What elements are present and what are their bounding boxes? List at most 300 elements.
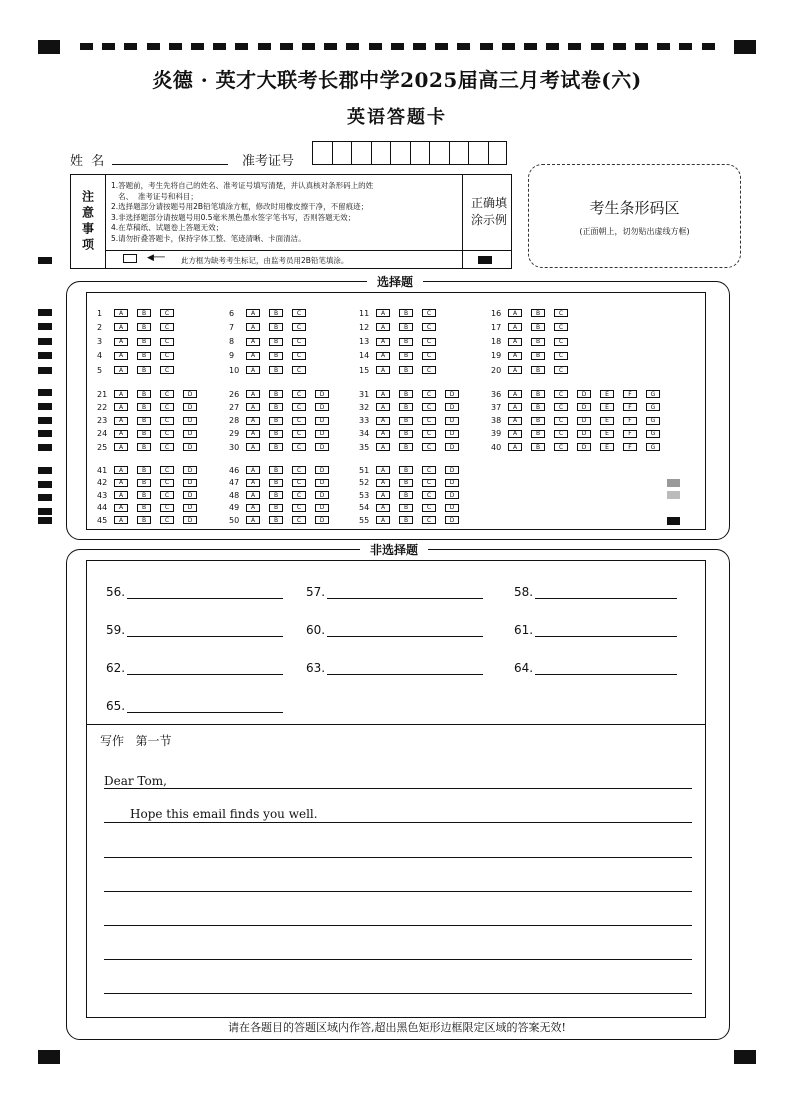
id-digit-box[interactable] (429, 141, 449, 165)
option-bubble-a[interactable]: A (246, 323, 260, 331)
option-bubble-d[interactable]: D (445, 390, 459, 398)
option-bubble-c[interactable]: C (554, 309, 568, 317)
option-bubble-a[interactable]: A (376, 366, 390, 374)
question-number: 41 (97, 465, 108, 475)
option-bubble-d[interactable]: D (315, 390, 329, 398)
question-number: 48 (229, 490, 240, 500)
letter-greeting: Dear Tom, (104, 774, 167, 788)
question-number: 23 (97, 416, 108, 426)
option-bubble-c[interactable]: C (422, 479, 436, 487)
option-bubble-c[interactable]: C (554, 352, 568, 360)
option-bubble-c[interactable]: C (554, 430, 568, 438)
timing-mark (502, 43, 515, 50)
option-bubble-a[interactable]: A (114, 417, 128, 425)
option-bubble-d[interactable]: D (183, 491, 197, 499)
option-bubble-c[interactable]: C (160, 403, 174, 411)
option-bubble-a[interactable]: A (376, 479, 390, 487)
fill-blank-item[interactable] (514, 585, 677, 599)
option-bubble-b[interactable]: B (269, 491, 283, 499)
option-bubble-b[interactable]: B (399, 430, 413, 438)
option-bubble-f[interactable]: F (623, 430, 637, 438)
option-bubble-b[interactable]: B (531, 417, 545, 425)
fill-blank-line[interactable] (535, 586, 677, 599)
option-bubble-a[interactable]: A (246, 352, 260, 360)
fill-blank-item[interactable] (514, 661, 677, 675)
option-bubble-d[interactable]: D (315, 516, 329, 524)
fill-blank-item[interactable] (106, 585, 283, 599)
option-bubble-e[interactable]: E (600, 417, 614, 425)
option-bubble-c[interactable]: C (160, 338, 174, 346)
option-bubble-c[interactable]: C (554, 338, 568, 346)
timing-mark (679, 43, 692, 50)
option-bubble-b[interactable]: B (269, 403, 283, 411)
option-bubble-c[interactable]: C (292, 352, 306, 360)
option-bubble-b[interactable]: B (269, 417, 283, 425)
option-bubble-d[interactable]: D (183, 390, 197, 398)
question-row (97, 490, 206, 500)
question-number: 10 (229, 365, 240, 375)
option-bubble-c[interactable]: C (422, 504, 436, 512)
option-bubble-b[interactable]: B (137, 323, 151, 331)
option-bubble-d[interactable]: D (315, 417, 329, 425)
fill-blank-line[interactable] (535, 624, 677, 637)
option-bubble-d[interactable]: D (577, 390, 591, 398)
option-bubble-c[interactable]: C (554, 443, 568, 451)
fill-blank-line[interactable] (127, 624, 283, 637)
option-bubble-a[interactable]: A (376, 352, 390, 360)
option-bubble-c[interactable]: C (554, 323, 568, 331)
option-bubble-c[interactable]: C (160, 323, 174, 331)
option-bubble-a[interactable]: A (114, 479, 128, 487)
option-bubble-a[interactable]: A (376, 504, 390, 512)
question-number: 38 (491, 416, 502, 426)
option-bubble-a[interactable]: A (376, 390, 390, 398)
option-bubble-d[interactable]: D (577, 430, 591, 438)
notice-item: 5.请勿折叠答题卡，保持字体工整、笔迹清晰、卡面清洁。 (111, 233, 306, 243)
option-bubble-b[interactable]: B (269, 338, 283, 346)
question-row (359, 503, 468, 513)
option-bubble-f[interactable]: F (623, 443, 637, 451)
question-row (359, 351, 445, 361)
option-bubble-a[interactable]: A (508, 323, 522, 331)
question-row (229, 351, 315, 361)
option-bubble-b[interactable]: B (137, 491, 151, 499)
option-bubble-a[interactable]: A (246, 309, 260, 317)
option-bubble-b[interactable]: B (399, 309, 413, 317)
option-bubble-d[interactable]: D (315, 443, 329, 451)
option-bubble-c[interactable]: C (422, 390, 436, 398)
question-row (359, 490, 468, 500)
option-bubble-e[interactable]: E (600, 403, 614, 411)
option-bubble-a[interactable]: A (114, 491, 128, 499)
id-digit-box[interactable] (410, 141, 430, 165)
option-bubble-b[interactable]: B (399, 338, 413, 346)
option-bubble-b[interactable]: B (399, 417, 413, 425)
option-bubble-d[interactable]: D (183, 443, 197, 451)
option-bubble-b[interactable]: B (531, 338, 545, 346)
option-bubble-c[interactable]: C (160, 352, 174, 360)
option-bubble-d[interactable]: D (315, 403, 329, 411)
option-bubble-c[interactable]: C (422, 417, 436, 425)
option-bubble-c[interactable]: C (554, 417, 568, 425)
corner-mark-bottom-left (38, 1050, 60, 1064)
option-bubble-b[interactable]: B (137, 338, 151, 346)
option-bubble-f[interactable]: F (623, 403, 637, 411)
option-bubble-a[interactable]: A (246, 491, 260, 499)
option-bubble-a[interactable]: A (114, 323, 128, 331)
option-bubble-a[interactable]: A (508, 417, 522, 425)
fill-blank-item[interactable] (106, 623, 283, 637)
option-bubble-c[interactable]: C (160, 309, 174, 317)
option-bubble-b[interactable]: B (137, 466, 151, 474)
fill-blank-line[interactable] (327, 662, 483, 675)
option-bubble-b[interactable]: B (531, 403, 545, 411)
fill-blank-item[interactable] (106, 699, 283, 713)
writing-line[interactable] (104, 822, 692, 823)
option-bubble-c[interactable]: C (292, 516, 306, 524)
option-bubble-c[interactable]: C (422, 516, 436, 524)
writing-line[interactable] (104, 959, 692, 960)
question-row (359, 322, 445, 332)
option-bubble-d[interactable]: D (183, 516, 197, 524)
option-bubble-c[interactable]: C (422, 491, 436, 499)
option-bubble-b[interactable]: B (269, 323, 283, 331)
question-row (491, 365, 577, 375)
question-number: 8 (229, 337, 235, 347)
option-bubble-g[interactable]: G (646, 430, 660, 438)
option-bubble-a[interactable]: A (376, 466, 390, 474)
option-bubble-a[interactable]: A (508, 430, 522, 438)
option-bubble-d[interactable]: D (183, 417, 197, 425)
option-bubble-b[interactable]: B (399, 479, 413, 487)
option-bubble-b[interactable]: B (269, 504, 283, 512)
option-bubble-a[interactable]: A (114, 390, 128, 398)
option-bubble-d[interactable]: D (445, 417, 459, 425)
fill-blank-item[interactable] (514, 623, 677, 637)
writing-line[interactable] (104, 993, 692, 994)
option-bubble-b[interactable]: B (137, 504, 151, 512)
fill-blank-line[interactable] (327, 624, 483, 637)
option-bubble-a[interactable]: A (376, 309, 390, 317)
fill-blank-item[interactable] (106, 661, 283, 675)
option-bubble-b[interactable]: B (269, 352, 283, 360)
option-bubble-c[interactable]: C (292, 466, 306, 474)
question-number: 49 (229, 503, 240, 512)
option-bubble-c[interactable]: C (292, 390, 306, 398)
option-bubble-d[interactable]: D (315, 479, 329, 487)
option-bubble-g[interactable]: G (646, 390, 660, 398)
option-bubble-d[interactable]: D (445, 403, 459, 411)
option-bubble-b[interactable]: B (269, 443, 283, 451)
timing-mark (38, 367, 52, 374)
id-digit-box[interactable] (449, 141, 469, 165)
option-bubble-c[interactable]: C (292, 491, 306, 499)
option-bubble-b[interactable]: B (137, 390, 151, 398)
option-bubble-b[interactable]: B (269, 309, 283, 317)
timing-mark (102, 43, 115, 50)
writing-line[interactable] (104, 891, 692, 892)
option-bubble-f[interactable]: F (623, 390, 637, 398)
question-row (359, 389, 468, 399)
option-bubble-c[interactable]: C (554, 403, 568, 411)
option-bubble-a[interactable]: A (114, 430, 128, 438)
id-digit-box[interactable] (351, 141, 371, 165)
id-digit-box[interactable] (468, 141, 488, 165)
option-bubble-c[interactable]: C (160, 430, 174, 438)
option-bubble-b[interactable]: B (137, 309, 151, 317)
option-bubble-e[interactable]: E (600, 443, 614, 451)
option-bubble-b[interactable]: B (269, 466, 283, 474)
option-bubble-c[interactable]: C (292, 479, 306, 487)
option-bubble-a[interactable]: A (114, 466, 128, 474)
option-bubble-a[interactable]: A (376, 516, 390, 524)
option-bubble-a[interactable]: A (246, 504, 260, 512)
option-bubble-c[interactable]: C (292, 417, 306, 425)
timing-mark (38, 417, 52, 424)
fill-blank-line[interactable] (327, 586, 483, 599)
option-bubble-a[interactable]: A (246, 516, 260, 524)
option-bubble-d[interactable]: D (445, 443, 459, 451)
option-bubble-c[interactable]: C (292, 504, 306, 512)
option-bubble-b[interactable]: B (269, 390, 283, 398)
option-bubble-c[interactable]: C (422, 466, 436, 474)
option-bubble-c[interactable]: C (422, 443, 436, 451)
option-bubble-a[interactable]: A (246, 443, 260, 451)
option-bubble-a[interactable]: A (114, 366, 128, 374)
option-bubble-b[interactable]: B (399, 504, 413, 512)
option-bubble-b[interactable]: B (531, 443, 545, 451)
fill-blank-line[interactable] (127, 700, 283, 713)
option-bubble-a[interactable]: A (376, 417, 390, 425)
option-bubble-d[interactable]: D (183, 430, 197, 438)
option-bubble-c[interactable]: C (422, 430, 436, 438)
question-number: 51 (359, 465, 370, 475)
option-bubble-f[interactable]: F (623, 417, 637, 425)
option-bubble-g[interactable]: G (646, 417, 660, 425)
barcode-area (528, 164, 741, 268)
option-bubble-a[interactable]: A (246, 417, 260, 425)
option-bubble-d[interactable]: D (183, 466, 197, 474)
option-bubble-g[interactable]: G (646, 403, 660, 411)
fill-blank-line[interactable] (127, 586, 283, 599)
option-bubble-a[interactable]: A (508, 403, 522, 411)
option-bubble-a[interactable]: A (246, 403, 260, 411)
option-bubble-b[interactable]: B (399, 403, 413, 411)
option-bubble-a[interactable]: A (376, 338, 390, 346)
option-bubble-a[interactable]: A (114, 516, 128, 524)
absent-mark-box[interactable] (123, 254, 137, 263)
option-bubble-c[interactable]: C (554, 390, 568, 398)
option-bubble-c[interactable]: C (160, 366, 174, 374)
option-bubble-a[interactable]: A (376, 443, 390, 451)
option-bubble-a[interactable]: A (508, 338, 522, 346)
correct-fill-example-mark (478, 256, 492, 264)
option-bubble-d[interactable]: D (445, 516, 459, 524)
question-number: 46 (229, 465, 240, 475)
option-bubble-b[interactable]: B (137, 430, 151, 438)
option-bubble-a[interactable]: A (246, 366, 260, 374)
id-digit-box[interactable] (371, 141, 391, 165)
option-bubble-c[interactable]: C (292, 323, 306, 331)
option-bubble-b[interactable]: B (399, 390, 413, 398)
option-bubble-b[interactable]: B (399, 352, 413, 360)
corner-mark-bottom-right (734, 1050, 756, 1064)
option-bubble-c[interactable]: C (422, 403, 436, 411)
option-bubble-d[interactable]: D (445, 466, 459, 474)
question-row (97, 503, 206, 513)
option-bubble-b[interactable]: B (269, 479, 283, 487)
option-bubble-a[interactable]: A (114, 504, 128, 512)
option-bubble-d[interactable]: D (183, 504, 197, 512)
fill-blank-line[interactable] (535, 662, 677, 675)
option-bubble-c[interactable]: C (160, 466, 174, 474)
id-digit-box[interactable] (332, 141, 352, 165)
option-bubble-a[interactable]: A (508, 352, 522, 360)
option-bubble-c[interactable]: C (422, 366, 436, 374)
barcode-title: 考生条形码区 (589, 199, 680, 217)
name-field[interactable] (112, 150, 228, 165)
option-bubble-b[interactable]: B (137, 366, 151, 374)
option-bubble-a[interactable]: A (114, 338, 128, 346)
option-bubble-c[interactable]: C (292, 309, 306, 317)
option-bubble-d[interactable]: D (445, 491, 459, 499)
option-bubble-a[interactable]: A (246, 430, 260, 438)
timing-mark (391, 43, 404, 50)
option-bubble-a[interactable]: A (376, 403, 390, 411)
option-bubble-b[interactable]: B (531, 366, 545, 374)
id-digit-box[interactable] (390, 141, 410, 165)
option-bubble-b[interactable]: B (137, 403, 151, 411)
option-bubble-a[interactable]: A (114, 352, 128, 360)
option-bubble-a[interactable]: A (508, 366, 522, 374)
option-bubble-g[interactable]: G (646, 443, 660, 451)
option-bubble-c[interactable]: C (422, 309, 436, 317)
option-bubble-e[interactable]: E (600, 430, 614, 438)
option-bubble-d[interactable]: D (445, 430, 459, 438)
option-bubble-d[interactable]: D (445, 479, 459, 487)
question-number: 37 (491, 402, 502, 412)
option-bubble-b[interactable]: B (531, 390, 545, 398)
option-bubble-c[interactable]: C (160, 479, 174, 487)
notice-items (111, 181, 373, 244)
option-bubble-a[interactable]: A (246, 479, 260, 487)
option-bubble-b[interactable]: B (531, 430, 545, 438)
option-bubble-b[interactable]: B (399, 323, 413, 331)
option-bubble-d[interactable]: D (315, 504, 329, 512)
option-bubble-b[interactable]: B (399, 466, 413, 474)
option-bubble-a[interactable]: A (246, 390, 260, 398)
option-bubble-a[interactable]: A (246, 466, 260, 474)
option-bubble-b[interactable]: B (399, 366, 413, 374)
question-number: 27 (229, 402, 240, 412)
fill-blank-item[interactable] (306, 585, 483, 599)
option-bubble-b[interactable]: B (399, 443, 413, 451)
option-bubble-d[interactable]: D (577, 403, 591, 411)
id-digit-box[interactable] (488, 141, 508, 165)
option-bubble-a[interactable]: A (114, 443, 128, 451)
option-bubble-d[interactable]: D (183, 403, 197, 411)
corner-mark-top-right (734, 40, 756, 54)
id-number-boxes[interactable] (312, 141, 507, 165)
option-bubble-a[interactable]: A (376, 430, 390, 438)
option-bubble-a[interactable]: A (376, 323, 390, 331)
option-bubble-c[interactable]: C (160, 504, 174, 512)
option-bubble-b[interactable]: B (531, 352, 545, 360)
question-row (229, 503, 338, 513)
option-bubble-c[interactable]: C (160, 417, 174, 425)
option-bubble-b[interactable]: B (137, 352, 151, 360)
option-bubble-a[interactable]: A (508, 390, 522, 398)
option-bubble-a[interactable]: A (246, 338, 260, 346)
option-bubble-c[interactable]: C (160, 491, 174, 499)
option-bubble-d[interactable]: D (183, 479, 197, 487)
option-bubble-c[interactable]: C (554, 366, 568, 374)
option-bubble-b[interactable]: B (269, 430, 283, 438)
option-bubble-b[interactable]: B (137, 443, 151, 451)
writing-line[interactable] (104, 788, 692, 789)
question-number: 33 (359, 416, 370, 426)
option-bubble-b[interactable]: B (399, 491, 413, 499)
option-bubble-c[interactable]: C (160, 443, 174, 451)
fill-blank-item[interactable] (306, 623, 483, 637)
fill-blank-item[interactable] (306, 661, 483, 675)
option-bubble-a[interactable]: A (508, 309, 522, 317)
option-bubble-c[interactable]: C (292, 366, 306, 374)
option-bubble-b[interactable]: B (269, 366, 283, 374)
option-bubble-d[interactable]: D (315, 491, 329, 499)
option-bubble-d[interactable]: D (315, 466, 329, 474)
writing-line[interactable] (104, 857, 692, 858)
option-bubble-a[interactable]: A (508, 443, 522, 451)
id-digit-box[interactable] (312, 141, 332, 165)
option-bubble-c[interactable]: C (292, 430, 306, 438)
question-row (97, 365, 183, 375)
option-bubble-b[interactable]: B (137, 417, 151, 425)
option-bubble-b[interactable]: B (531, 309, 545, 317)
option-bubble-c[interactable]: C (160, 390, 174, 398)
option-bubble-a[interactable]: A (114, 403, 128, 411)
writing-line[interactable] (104, 925, 692, 926)
option-bubble-a[interactable]: A (376, 491, 390, 499)
option-bubble-c[interactable]: C (422, 352, 436, 360)
option-bubble-a[interactable]: A (114, 309, 128, 317)
timing-mark (38, 467, 52, 474)
option-bubble-b[interactable]: B (137, 479, 151, 487)
fill-blank-number: 64. (514, 661, 534, 675)
option-bubble-b[interactable]: B (399, 516, 413, 524)
option-bubble-b[interactable]: B (269, 516, 283, 524)
option-bubble-b[interactable]: B (137, 516, 151, 524)
fill-blank-number: 60. (306, 623, 326, 637)
option-bubble-b[interactable]: B (531, 323, 545, 331)
question-number: 15 (359, 365, 370, 375)
notice-box (70, 174, 512, 269)
option-bubble-c[interactable]: C (292, 443, 306, 451)
fill-blank-line[interactable] (127, 662, 283, 675)
option-bubble-d[interactable]: D (577, 417, 591, 425)
option-bubble-c[interactable]: C (292, 338, 306, 346)
option-bubble-c[interactable]: C (292, 403, 306, 411)
option-bubble-c[interactable]: C (422, 323, 436, 331)
option-bubble-d[interactable]: D (577, 443, 591, 451)
option-bubble-c[interactable]: C (422, 338, 436, 346)
question-number: 44 (97, 503, 108, 512)
option-bubble-d[interactable]: D (315, 430, 329, 438)
question-number: 54 (359, 503, 370, 512)
option-bubble-e[interactable]: E (600, 390, 614, 398)
option-bubble-d[interactable]: D (445, 504, 459, 512)
option-bubble-c[interactable]: C (160, 516, 174, 524)
